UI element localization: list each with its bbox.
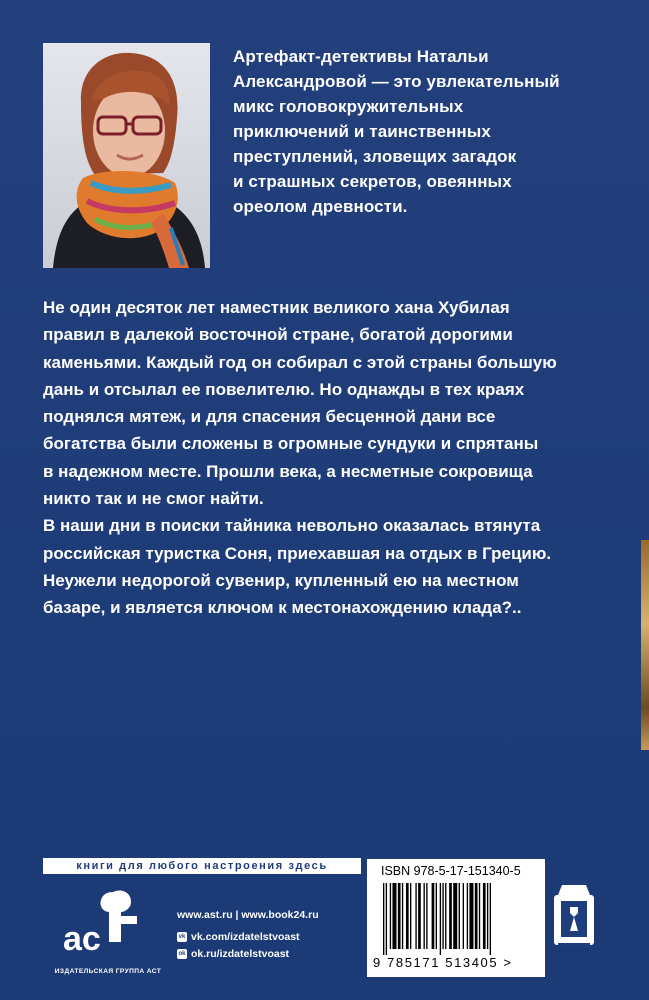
vk-link[interactable] xyxy=(177,928,377,945)
intro-line: преступлений, зловещих загадок xyxy=(233,147,517,166)
barcode-bar xyxy=(426,883,427,949)
intro-line: ореолом древности. xyxy=(233,197,408,216)
barcode-bar xyxy=(406,883,409,949)
barcode-bar xyxy=(490,883,491,955)
barcode-bar xyxy=(479,883,480,949)
barcode-bar xyxy=(463,883,464,949)
author-intro xyxy=(233,44,613,219)
annotation-line: никто так и не смог найти. xyxy=(43,489,264,509)
ok-link-text: ok.ru/izdatelstvoast xyxy=(191,947,290,960)
annotation-line: В наши дни в поиски тайника невольно оказалась втянута xyxy=(43,516,541,536)
barcode-bar xyxy=(386,883,387,955)
barcode-bar xyxy=(469,883,473,949)
annotation-line: дань и отсылал ее повелителю. Но однажды в тех краях xyxy=(43,379,525,399)
barcode-bar xyxy=(415,883,416,949)
barcode-bar xyxy=(383,883,384,955)
barcode-bar xyxy=(392,883,396,949)
barcode-bar xyxy=(398,883,401,949)
barcode-bar xyxy=(402,883,403,949)
tagline-bar: книги для любого настроения здесь xyxy=(43,858,361,874)
intro-line: Александровой — это увлекательный xyxy=(233,72,560,91)
barcode-bar xyxy=(449,883,452,949)
barcode-bar xyxy=(487,883,488,949)
ast-logo xyxy=(55,886,155,964)
lantern-icon xyxy=(552,883,596,949)
isbn-number: ISBN 978-5-17-151340-5 xyxy=(381,864,521,878)
annotation-line: российская туристка Соня, приехавшая на отдых в Грецию. xyxy=(43,543,552,563)
barcode-bar xyxy=(442,883,443,949)
spine-edge xyxy=(641,540,649,750)
author-photo xyxy=(43,43,210,268)
intro-line: микс головокружительных xyxy=(233,97,464,116)
barcode-bar xyxy=(410,883,411,949)
intro-line: и страшных секретов, овеянных xyxy=(233,172,512,191)
barcode-bar xyxy=(432,883,435,949)
annotation-line: в надежном месте. Прошли века, а несметные сокровища xyxy=(43,461,533,481)
vk-icon: vk xyxy=(178,933,186,940)
barcode-bar xyxy=(436,883,437,949)
barcode-bars xyxy=(381,883,533,955)
intro-line: Артефакт-детективы Натальи xyxy=(233,47,489,66)
annotation-line: каменьями. Каждый год он собирал с этой страны большую xyxy=(43,352,557,372)
barcode-bar xyxy=(440,883,441,955)
annotation-line: правил в далекой восточной стране, богатой дорогими xyxy=(43,325,513,345)
websites-link[interactable]: www.ast.ru | www.book24.ru xyxy=(177,908,319,921)
barcode-digits: 9 785171 513405 > xyxy=(373,955,513,970)
ok-link[interactable] xyxy=(177,945,377,962)
annotation-line: Неужели недорогой сувенир, купленный ею на местном xyxy=(43,570,519,590)
publisher-name: ИЗДАТЕЛЬСКАЯ ГРУППА АСТ xyxy=(54,968,162,975)
ok-icon: ok xyxy=(178,950,186,957)
vk-link-text: vk.com/izdatelstvoast xyxy=(191,930,300,943)
publisher-links xyxy=(177,906,377,962)
annotation-line: Не один десяток лет наместник великого хана Хубилая xyxy=(43,298,510,317)
svg-text:ac: ac xyxy=(63,920,101,958)
barcode-bar xyxy=(483,883,486,949)
isbn-barcode xyxy=(367,859,545,977)
barcode-bar xyxy=(453,883,457,949)
barcode-bar xyxy=(418,883,421,949)
barcode-bar xyxy=(445,883,446,949)
intro-line: приключений и таинственных xyxy=(233,122,491,141)
book-annotation xyxy=(43,294,603,622)
barcode-bar xyxy=(475,883,478,949)
barcode-bar xyxy=(424,883,425,949)
barcode-bar xyxy=(467,883,468,949)
barcode-bar xyxy=(459,883,460,949)
barcode-bar xyxy=(390,883,391,949)
annotation-line: богатства были сложены в огромные сундуки и спрятаны xyxy=(43,434,539,454)
annotation-line: поднялся мятеж, и для спасения бесценной дани все xyxy=(43,407,496,427)
annotation-line: базаре, и является ключом к местонахождению клада?.. xyxy=(43,598,522,618)
